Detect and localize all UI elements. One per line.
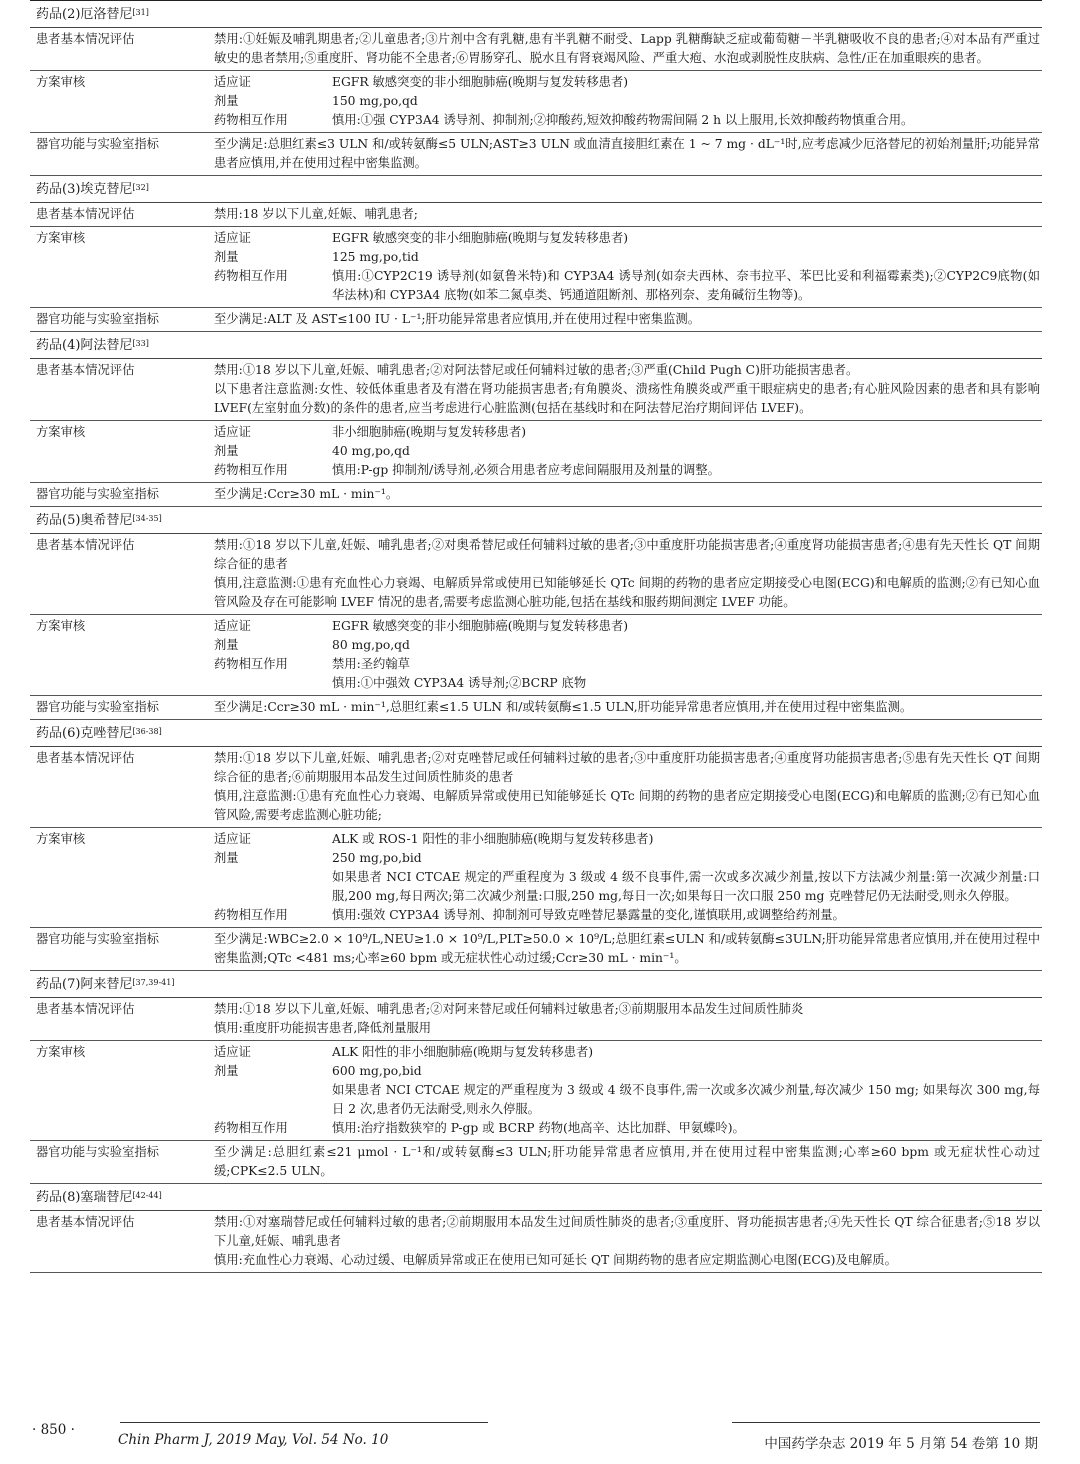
plan-text: 非小细胞肺癌(晚期与复发转移患者) xyxy=(332,425,527,439)
section-label: 患者基本情况评估 xyxy=(36,32,135,46)
plan-text: 150 mg,po,qd xyxy=(332,94,418,108)
section-plan xyxy=(30,71,1042,133)
section-body xyxy=(214,930,1042,968)
section-basic xyxy=(30,534,1042,615)
page-number: · 850 · xyxy=(32,1422,75,1438)
drug-title-row xyxy=(30,176,1042,203)
plan-subbody xyxy=(332,92,1040,111)
section-text: 至少满足:Ccr≥30 mL · min⁻¹。 xyxy=(214,487,399,501)
plan-subbody xyxy=(332,636,1040,655)
journal-citation-en: Chin Pharm J, 2019 May, Vol. 54 No. 10 xyxy=(118,1432,389,1448)
plan-subbody xyxy=(332,461,1040,480)
plan-subbody xyxy=(332,1043,1040,1062)
plan-subrow xyxy=(214,73,1040,92)
section-body xyxy=(214,229,1042,305)
section-body xyxy=(214,1143,1042,1181)
plan-sublabel: 药物相互作用 xyxy=(214,1121,288,1135)
plan-subrow xyxy=(214,655,1040,693)
plan-subbody xyxy=(332,442,1040,461)
drug-title: 药品(7)阿来替尼 xyxy=(36,977,133,992)
plan-text: 慎用:①中强效 CYP3A4 诱导剂;②BCRP 底物 xyxy=(332,676,587,690)
section-plan xyxy=(30,828,1042,928)
section-plan xyxy=(30,615,1042,696)
plan-text: 禁用:圣约翰草 xyxy=(332,657,410,671)
section-label: 器官功能与实验室指标 xyxy=(36,312,159,326)
plan-subrow xyxy=(214,1119,1040,1138)
plan-subrow xyxy=(214,617,1040,636)
section-basic xyxy=(30,359,1042,421)
section-label: 患者基本情况评估 xyxy=(36,538,135,552)
section-label: 器官功能与实验室指标 xyxy=(36,487,159,501)
plan-subbody xyxy=(332,267,1040,305)
journal-citation-cn: 中国药学杂志 2019 年 5 月第 54 卷第 10 期 xyxy=(764,1436,1038,1452)
plan-subbody xyxy=(332,1119,1040,1138)
section-label: 器官功能与实验室指标 xyxy=(36,700,159,714)
section-label: 患者基本情况评估 xyxy=(36,1002,135,1016)
section-text: 慎用:重度肝功能损害患者,降低剂量服用 xyxy=(214,1021,432,1035)
plan-subbody xyxy=(332,248,1040,267)
plan-subbody xyxy=(332,229,1040,248)
plan-text: 慎用:强效 CYP3A4 诱导剂、抑制剂可导致克唑替尼暴露量的变化,谨慎联用,或调整给药剂量。 xyxy=(332,908,845,922)
section-body xyxy=(214,361,1042,418)
drug-title-row xyxy=(30,0,1042,28)
plan-subrow xyxy=(214,636,1040,655)
section-text: 至少满足:Ccr≥30 mL · min⁻¹,总胆红素≤1.5 ULN 和/或转氨酶≤1.5 ULN,肝功能异常患者应慎用,并在使用过程中密集监测。 xyxy=(214,700,913,714)
drug-title: 药品(6)克唑替尼 xyxy=(36,726,133,741)
table-page xyxy=(30,0,1042,1273)
section-text: 禁用:①18 岁以下儿童,妊娠、哺乳患者;②对阿法替尼或任何辅料过敏的患者;③严重(Child Pugh C)肝功能损害患者。 xyxy=(214,363,859,377)
section-organ xyxy=(30,696,1042,720)
plan-sublabel: 药物相互作用 xyxy=(214,463,288,477)
plan-text: 40 mg,po,qd xyxy=(332,444,410,458)
section-body xyxy=(214,536,1042,612)
plan-subbody xyxy=(332,617,1040,636)
section-body xyxy=(214,1043,1042,1138)
section-label: 方案审核 xyxy=(36,832,86,846)
drug-title: 药品(5)奥希替尼 xyxy=(36,513,133,528)
plan-subrow xyxy=(214,111,1040,130)
plan-subrow xyxy=(214,423,1040,442)
plan-subrow xyxy=(214,442,1040,461)
page-footer xyxy=(30,1420,1042,1450)
section-label: 方案审核 xyxy=(36,425,86,439)
section-text: 以下患者注意监测:女性、较低体重患者及有潜在肾功能损害患者;有角膜炎、溃疡性角膜炎或严重干眼症病史的患者;有心脏风险因素的患者和具有影响 LVEF(左室射血分数)的条件的患者,应当考虑进行心脏监测(包括在基线时和在阿法替尼治疗期间评估 LVEF)。 xyxy=(214,382,1040,415)
section-text: 禁用:18 岁以下儿童,妊娠、哺乳患者; xyxy=(214,207,418,221)
section-body xyxy=(214,135,1042,173)
plan-subrow xyxy=(214,248,1040,267)
drug-title: 药品(2)厄洛替尼 xyxy=(36,7,133,22)
plan-subrow xyxy=(214,1043,1040,1062)
drug-ref: [36-38] xyxy=(132,727,162,736)
plan-sublabel: 适应证 xyxy=(214,832,251,846)
section-organ xyxy=(30,308,1042,332)
section-text: 至少满足:ALT 及 AST≤100 IU · L⁻¹;肝功能异常患者应慎用,并在使用过程中密集监测。 xyxy=(214,312,700,326)
plan-sublabel: 剂量 xyxy=(214,638,239,652)
section-body xyxy=(214,205,1042,224)
drug-ref: [31] xyxy=(132,8,149,17)
plan-text: 80 mg,po,qd xyxy=(332,638,410,652)
section-label: 方案审核 xyxy=(36,231,86,245)
section-label: 器官功能与实验室指标 xyxy=(36,1145,159,1159)
plan-subrow xyxy=(214,849,1040,906)
plan-text: 慎用:①CYP2C19 诱导剂(如氨鲁米特)和 CYP3A4 诱导剂(如奈夫西林、奈韦拉平、苯巴比妥和利福霉素类);②CYP2C9底物(如华法林)和 CYP3A4 底物(如苯二氮卓类、钙通道阻断剂、那格列奈、麦角碱衍生物等)。 xyxy=(332,269,1040,302)
plan-subbody xyxy=(332,423,1040,442)
section-label: 方案审核 xyxy=(36,1045,86,1059)
plan-subrow xyxy=(214,461,1040,480)
drug-title-row xyxy=(30,720,1042,747)
plan-text: ALK 阳性的非小细胞肺癌(晚期与复发转移患者) xyxy=(332,1045,594,1059)
section-text: 至少满足:总胆红素≤21 μmol · L⁻¹和/或转氨酶≤3 ULN;肝功能异常患者应慎用,并在使用过程中密集监测;心率≥60 bpm 或无症状性心动过缓;CPK≤2.5 ULN。 xyxy=(214,1145,1040,1178)
footer-rule-left xyxy=(120,1422,488,1423)
section-basic xyxy=(30,28,1042,71)
section-body xyxy=(214,830,1042,925)
plan-text: 如果患者 NCI CTCAE 规定的严重程度为 3 级或 4 级不良事件,需一次或多次减少剂量,每次减少 150 mg; 如果每次 300 mg,每日 2 次,患者仍无法耐受,则永久停服。 xyxy=(332,1083,1040,1116)
plan-text: EGFR 敏感突变的非小细胞肺癌(晚期与复发转移患者) xyxy=(332,619,629,633)
plan-sublabel: 药物相互作用 xyxy=(214,908,288,922)
plan-sublabel: 剂量 xyxy=(214,1064,239,1078)
plan-sublabel: 适应证 xyxy=(214,1045,251,1059)
plan-text: 慎用:P-gp 抑制剂/诱导剂,必须合用患者应考虑间隔服用及剂量的调整。 xyxy=(332,463,720,477)
section-body xyxy=(214,310,1042,329)
drug-title: 药品(8)塞瑞替尼 xyxy=(36,1190,133,1205)
plan-sublabel: 剂量 xyxy=(214,851,239,865)
section-body xyxy=(214,30,1042,68)
section-label: 患者基本情况评估 xyxy=(36,207,135,221)
plan-sublabel: 剂量 xyxy=(214,94,239,108)
plan-subrow xyxy=(214,1062,1040,1119)
drug-title: 药品(3)埃克替尼 xyxy=(36,182,133,197)
plan-sublabel: 适应证 xyxy=(214,231,251,245)
plan-subbody xyxy=(332,906,1040,925)
plan-text: 慎用:①强 CYP3A4 诱导剂、抑制剂;②抑酸药,短效抑酸药物需间隔 2 h 以上服用,长效抑酸药物慎重合用。 xyxy=(332,113,914,127)
plan-text: 慎用:治疗指数狭窄的 P-gp 或 BCRP 药物(地高辛、达比加群、甲氨蝶呤)。 xyxy=(332,1121,745,1135)
section-label: 器官功能与实验室指标 xyxy=(36,932,159,946)
plan-subbody xyxy=(332,111,1040,130)
section-text: 禁用:①18 岁以下儿童,妊娠、哺乳患者;②对奥希替尼或任何辅料过敏的患者;③中重度肝功能损害患者;④重度肾功能损害患者;④患有先天性长 QT 间期综合征的患者 xyxy=(214,538,1040,571)
section-plan xyxy=(30,227,1042,308)
plan-subbody xyxy=(332,73,1040,92)
drug-ref: [37,39-41] xyxy=(132,978,175,987)
plan-sublabel: 剂量 xyxy=(214,444,239,458)
section-body xyxy=(214,485,1042,504)
drug-ref: [32] xyxy=(132,183,149,192)
plan-sublabel: 适应证 xyxy=(214,75,251,89)
plan-text: 125 mg,po,tid xyxy=(332,250,419,264)
section-organ xyxy=(30,133,1042,176)
section-organ xyxy=(30,483,1042,507)
section-body xyxy=(214,749,1042,825)
section-text: 禁用:①18 岁以下儿童,妊娠、哺乳患者;②对克唑替尼或任何辅料过敏的患者;③中重度肝功能损害患者;④重度肾功能损害患者;⑤患有先天性长 QT 间期综合征的患者;⑥前期服用本品发生过间质性肺炎的患者 xyxy=(214,751,1040,784)
section-text: 禁用:①妊娠及哺乳期患者;②儿童患者;③片剂中含有乳糖,患有半乳糖不耐受、Lapp 乳糖酶缺乏症或葡萄糖－半乳糖吸收不良的患者;④对本品有严重过敏史的患者禁用;⑤重度肝、肾功能不全患者;⑥胃肠穿孔、脱水且有肾衰竭风险、严重大疱、水泡或剥脱性皮肤病、急性/正在加重眼疾的患者。 xyxy=(214,32,1040,65)
section-label: 方案审核 xyxy=(36,619,86,633)
section-plan xyxy=(30,1041,1042,1141)
section-basic xyxy=(30,1211,1042,1273)
plan-subrow xyxy=(214,830,1040,849)
section-label: 患者基本情况评估 xyxy=(36,751,135,765)
section-plan xyxy=(30,421,1042,483)
drug-title-row xyxy=(30,507,1042,534)
section-label: 器官功能与实验室指标 xyxy=(36,137,159,151)
plan-subbody xyxy=(332,849,1040,906)
plan-text: EGFR 敏感突变的非小细胞肺癌(晚期与复发转移患者) xyxy=(332,231,629,245)
plan-text: ALK 或 ROS-1 阳性的非小细胞肺癌(晚期与复发转移患者) xyxy=(332,832,654,846)
section-text: 慎用,注意监测:①患有充血性心力衰竭、电解质异常或使用已知能够延长 QTc 间期的药物的患者应定期接受心电图(ECG)和电解质的监测;②有已知心血管风险,需要考虑监测心脏功能; xyxy=(214,789,1040,822)
drug-ref: [42-44] xyxy=(132,1191,162,1200)
section-text: 禁用:①18 岁以下儿童,妊娠、哺乳患者;②对阿来替尼或任何辅料过敏患者;③前期服用本品发生过间质性肺炎 xyxy=(214,1002,804,1016)
plan-text: 250 mg,po,bid xyxy=(332,851,422,865)
section-body xyxy=(214,1000,1042,1038)
section-text: 慎用:充血性心力衰竭、心动过缓、电解质异常或正在使用已知可延长 QT 间期药物的患者应定期监测心电图(ECG)及电解质。 xyxy=(214,1253,897,1267)
section-label: 患者基本情况评估 xyxy=(36,363,135,377)
plan-subbody xyxy=(332,655,1040,693)
plan-text: 如果患者 NCI CTCAE 规定的严重程度为 3 级或 4 级不良事件,需一次或多次减少剂量,按以下方法减少剂量:第一次减少剂量:口服,200 mg,每日两次;第二次减少剂量:口服,250 mg,每日一次;如果每日一次口服 250 mg 克唑替尼仍无法耐受,则永久停服。 xyxy=(332,870,1040,903)
section-organ xyxy=(30,1141,1042,1184)
plan-subbody xyxy=(332,830,1040,849)
plan-sublabel: 药物相互作用 xyxy=(214,269,288,283)
plan-sublabel: 适应证 xyxy=(214,619,251,633)
footer-rule-right xyxy=(732,1422,1040,1423)
section-label: 患者基本情况评估 xyxy=(36,1215,135,1229)
drug-ref: [33] xyxy=(132,339,149,348)
drug-title-row xyxy=(30,971,1042,998)
section-basic xyxy=(30,747,1042,828)
drug-title-row xyxy=(30,1184,1042,1211)
section-text: 慎用,注意监测:①患有充血性心力衰竭、电解质异常或使用已知能够延长 QTc 间期的药物的患者应定期接受心电图(ECG)和电解质的监测;②有已知心血管风险及存在可能影响 LVEF 情况的患者,需要考虑监测心脏功能,包括在基线和服药期间测定 LVEF 功能。 xyxy=(214,576,1040,609)
plan-text: EGFR 敏感突变的非小细胞肺癌(晚期与复发转移患者) xyxy=(332,75,629,89)
section-basic xyxy=(30,203,1042,227)
section-organ xyxy=(30,928,1042,971)
plan-sublabel: 药物相互作用 xyxy=(214,657,288,671)
section-text: 至少满足:WBC≥2.0 × 10⁹/L,NEU≥1.0 × 10⁹/L,PLT≥50.0 × 10⁹/L;总胆红素≤ULN 和/或转氨酶≤3ULN;肝功能异常患者应慎用,并在使用过程中密集监测;QTc <481 ms;心率≥60 bpm 或无症状性心动过缓;Ccr≥30 mL · min⁻¹。 xyxy=(214,932,1040,965)
plan-subrow xyxy=(214,229,1040,248)
section-body xyxy=(214,617,1042,693)
plan-subrow xyxy=(214,267,1040,305)
plan-subbody xyxy=(332,1062,1040,1119)
plan-sublabel: 适应证 xyxy=(214,425,251,439)
section-text: 至少满足:总胆红素≤3 ULN 和/或转氨酶≤5 ULN;AST≥3 ULN 或血清直接胆红素在 1 ~ 7 mg · dL⁻¹时,应考虑减少厄洛替尼的初始剂量肝;功能异常患者应慎用,并在使用过程中密集监测。 xyxy=(214,137,1040,170)
plan-sublabel: 剂量 xyxy=(214,250,239,264)
plan-sublabel: 药物相互作用 xyxy=(214,113,288,127)
plan-text: 600 mg,po,bid xyxy=(332,1064,422,1078)
drug-ref: [34-35] xyxy=(132,514,162,523)
section-body xyxy=(214,698,1042,717)
drug-title: 药品(4)阿法替尼 xyxy=(36,338,133,353)
plan-subrow xyxy=(214,906,1040,925)
section-body xyxy=(214,423,1042,480)
section-text: 禁用:①对塞瑞替尼或任何辅料过敏的患者;②前期服用本品发生过间质性肺炎的患者;③重度肝、肾功能损害患者;④先天性长 QT 综合征患者;⑤18 岁以下儿童,妊娠、哺乳患者 xyxy=(214,1215,1040,1248)
plan-subrow xyxy=(214,92,1040,111)
drug-title-row xyxy=(30,332,1042,359)
section-basic xyxy=(30,998,1042,1041)
section-label: 方案审核 xyxy=(36,75,86,89)
section-body xyxy=(214,1213,1042,1270)
section-body xyxy=(214,73,1042,130)
